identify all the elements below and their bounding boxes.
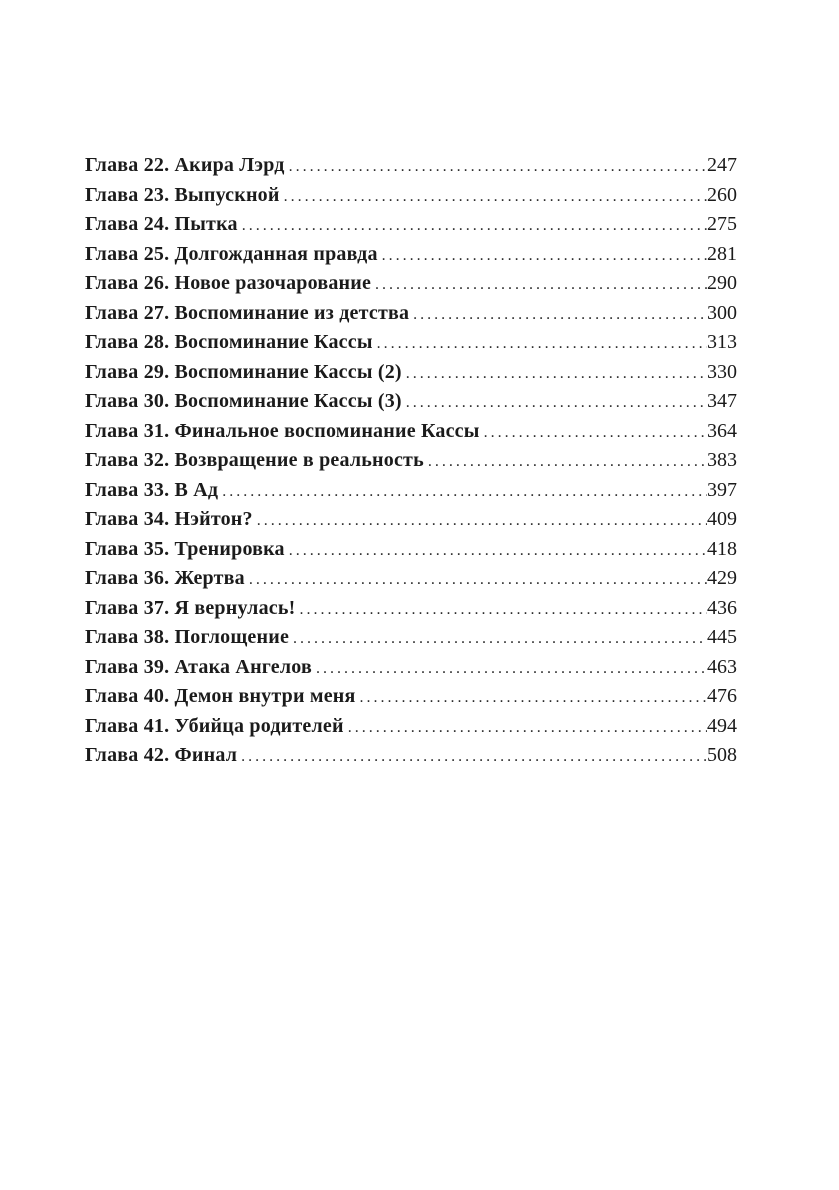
chapter-title: Глава 32. Возвращение в реальность <box>85 449 424 471</box>
chapter-title: Глава 27. Воспоминание из детства <box>85 301 410 324</box>
chapter-title: Глава 25. Долгожданная правда <box>85 242 378 265</box>
page-number: 436 <box>707 596 737 619</box>
toc-entry <box>85 653 737 683</box>
page-number: 409 <box>707 508 737 530</box>
page-number: 494 <box>707 714 737 737</box>
dot-leader <box>289 536 707 566</box>
dot-leader <box>257 506 707 536</box>
chapter-title: Глава 34. Нэйтон? <box>85 508 253 530</box>
chapter-title: Глава 42. Финал <box>85 744 238 766</box>
page-number: 383 <box>707 449 737 471</box>
toc-entry <box>85 505 737 535</box>
page-number: 476 <box>707 685 737 707</box>
chapter-title: Глава 29. Воспоминание Кассы (2) <box>85 360 402 383</box>
page-number: 247 <box>707 154 737 176</box>
toc-entry <box>85 181 737 211</box>
page-number: 275 <box>707 213 737 235</box>
toc-entry <box>85 594 737 624</box>
dot-leader <box>428 447 707 477</box>
toc-entry <box>85 682 737 712</box>
dot-leader <box>382 241 707 271</box>
chapter-title: Глава 33. В Ад <box>85 478 219 501</box>
chapter-title: Глава 41. Убийца родителей <box>85 714 344 737</box>
dot-leader <box>289 152 707 182</box>
dot-leader <box>222 477 707 507</box>
page-number: 260 <box>707 183 737 206</box>
chapter-title: Глава 35. Тренировка <box>85 537 285 560</box>
chapter-title: Глава 22. Акира Лэрд <box>85 154 285 176</box>
dot-leader <box>377 329 707 359</box>
page-number: 330 <box>707 360 737 383</box>
page-number: 313 <box>707 331 737 353</box>
page-number: 397 <box>707 478 737 501</box>
toc-entry <box>85 210 737 240</box>
chapter-title: Глава 36. Жертва <box>85 567 245 589</box>
page-number: 364 <box>707 419 737 442</box>
toc-list <box>85 151 737 771</box>
toc-entry <box>85 446 737 476</box>
toc-entry <box>85 358 737 388</box>
dot-leader <box>241 742 707 772</box>
dot-leader <box>348 713 707 743</box>
dot-leader <box>242 211 707 241</box>
page-number: 418 <box>707 537 737 560</box>
toc-entry <box>85 564 737 594</box>
page-number: 508 <box>707 744 737 766</box>
dot-leader <box>413 300 707 330</box>
chapter-title: Глава 37. Я вернулась! <box>85 596 296 619</box>
toc-entry <box>85 387 737 417</box>
dot-leader <box>316 654 707 684</box>
chapter-title: Глава 24. Пытка <box>85 213 238 235</box>
page-number: 281 <box>707 242 737 265</box>
toc-entry <box>85 417 737 447</box>
chapter-title: Глава 31. Финальное воспоминание Кассы <box>85 419 480 442</box>
page-number: 300 <box>707 301 737 324</box>
toc-entry <box>85 741 737 771</box>
page-number: 290 <box>707 272 737 294</box>
toc-entry <box>85 151 737 181</box>
chapter-title: Глава 40. Демон внутри меня <box>85 685 356 707</box>
dot-leader <box>293 624 707 654</box>
chapter-title: Глава 26. Новое разочарование <box>85 272 372 294</box>
toc-entry <box>85 535 737 565</box>
toc-entry <box>85 712 737 742</box>
dot-leader <box>249 565 707 595</box>
dot-leader <box>284 182 707 212</box>
dot-leader <box>360 683 707 713</box>
toc-entry <box>85 299 737 329</box>
dot-leader <box>406 359 707 389</box>
toc-entry <box>85 240 737 270</box>
toc-entry <box>85 328 737 358</box>
dot-leader <box>300 595 708 625</box>
chapter-title: Глава 30. Воспоминание Кассы (3) <box>85 390 402 412</box>
page-number: 445 <box>707 626 737 648</box>
page-number: 429 <box>707 567 737 589</box>
page-number: 347 <box>707 390 737 412</box>
dot-leader <box>406 388 707 418</box>
toc-entry <box>85 269 737 299</box>
chapter-title: Глава 23. Выпускной <box>85 183 280 206</box>
dot-leader <box>484 418 707 448</box>
toc-entry <box>85 623 737 653</box>
chapter-title: Глава 28. Воспоминание Кассы <box>85 331 373 353</box>
page-number: 463 <box>707 655 737 678</box>
chapter-title: Глава 39. Атака Ангелов <box>85 655 313 678</box>
toc-entry <box>85 476 737 506</box>
chapter-title: Глава 38. Поглощение <box>85 626 290 648</box>
dot-leader <box>375 270 707 300</box>
